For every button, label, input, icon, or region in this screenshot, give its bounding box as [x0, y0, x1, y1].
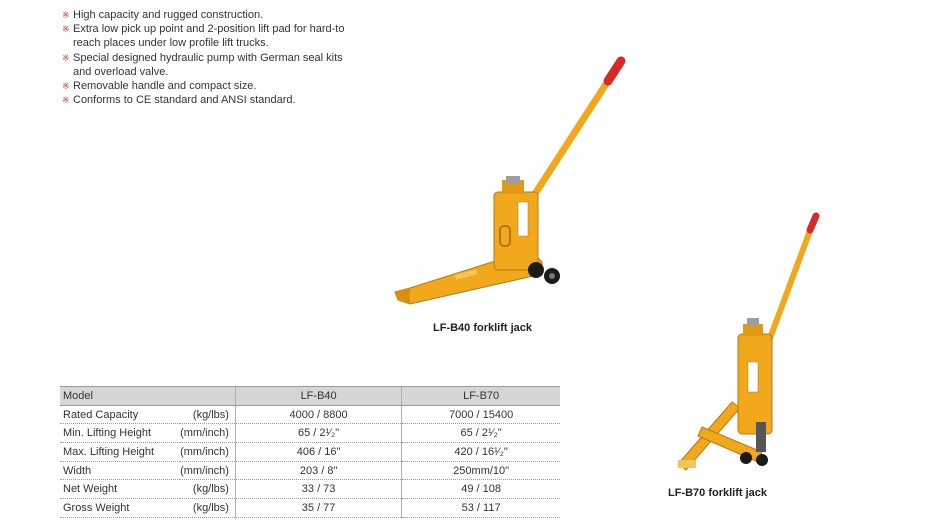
table-row [60, 405, 560, 424]
row-unit: (kg/lbs) [180, 405, 235, 424]
cell-lf-b40: 203 / 8" [235, 461, 401, 480]
cell-lf-b40: 33 / 73 [235, 480, 401, 499]
header-model: Model [60, 387, 235, 406]
feature-text: High capacity and rugged construction. [73, 9, 264, 21]
bullet-icon: ※ [62, 81, 70, 92]
header-lf-b40: LF-B40 [235, 387, 401, 406]
table-row [60, 424, 560, 443]
spec-table [60, 386, 560, 518]
feature-item [62, 79, 392, 93]
table-row [60, 499, 560, 518]
row-unit: (kg/lbs) [180, 480, 235, 499]
bullet-icon: ※ [62, 10, 70, 20]
feature-text-continued: reach places under low profile lift trucks. [73, 37, 269, 50]
bullet-icon: ※ [62, 52, 70, 63]
table-row [60, 461, 560, 480]
bullet-icon: ※ [62, 95, 70, 106]
row-unit: (mm/inch) [180, 443, 235, 462]
feature-text: Special designed hydraulic pump with German seal kits [73, 51, 343, 64]
cell-lf-b70: 7000 / 15400 [402, 405, 560, 424]
cell-lf-b40: 406 / 16" [235, 443, 401, 462]
feature-text: Extra low pick up point and 2-position lift pad for hard-to [73, 23, 345, 36]
feature-text: Conforms to CE standard and ANSI standard. [73, 94, 296, 107]
lf-b70-caption: LF-B70 forklift jack [668, 487, 768, 499]
row-label: Net Weight [60, 480, 180, 499]
lf-b70-jack-image [672, 212, 832, 474]
cell-lf-b70: 53 / 117 [402, 499, 560, 518]
feature-item [62, 8, 392, 22]
row-label: Gross Weight [60, 499, 180, 518]
cell-lf-b70: 420 / 16¹⁄₂" [402, 443, 560, 462]
row-unit: (mm/inch) [180, 461, 235, 480]
spec-header-row [60, 387, 560, 406]
feature-text-continued: and overload valve. [73, 65, 169, 78]
row-label: Rated Capacity [60, 405, 180, 424]
feature-item [62, 51, 392, 79]
cell-lf-b70: 250mm/10" [402, 461, 560, 480]
feature-list [62, 8, 392, 107]
row-label: Max. Lifting Height [60, 443, 180, 462]
row-label: Width [60, 461, 180, 480]
cell-lf-b40: 65 / 2¹⁄₂" [235, 424, 401, 443]
cell-lf-b40: 4000 / 8800 [235, 405, 401, 424]
cell-lf-b70: 65 / 2¹⁄₂" [402, 424, 560, 443]
feature-text: Removable handle and compact size. [73, 80, 257, 93]
lf-b40-caption: LF-B40 forklift jack [433, 322, 533, 334]
table-row [60, 443, 560, 462]
row-unit: (mm/inch) [180, 424, 235, 443]
cell-lf-b70: 49 / 108 [402, 480, 560, 499]
feature-item [62, 22, 392, 50]
feature-item [62, 93, 392, 107]
lf-b40-jack-image [390, 52, 640, 312]
row-label: Min. Lifting Height [60, 424, 180, 443]
cell-lf-b40: 35 / 77 [235, 499, 401, 518]
table-row [60, 480, 560, 499]
row-unit: (kg/lbs) [180, 499, 235, 518]
header-lf-b70: LF-B70 [402, 387, 560, 406]
bullet-icon: ※ [62, 24, 70, 35]
